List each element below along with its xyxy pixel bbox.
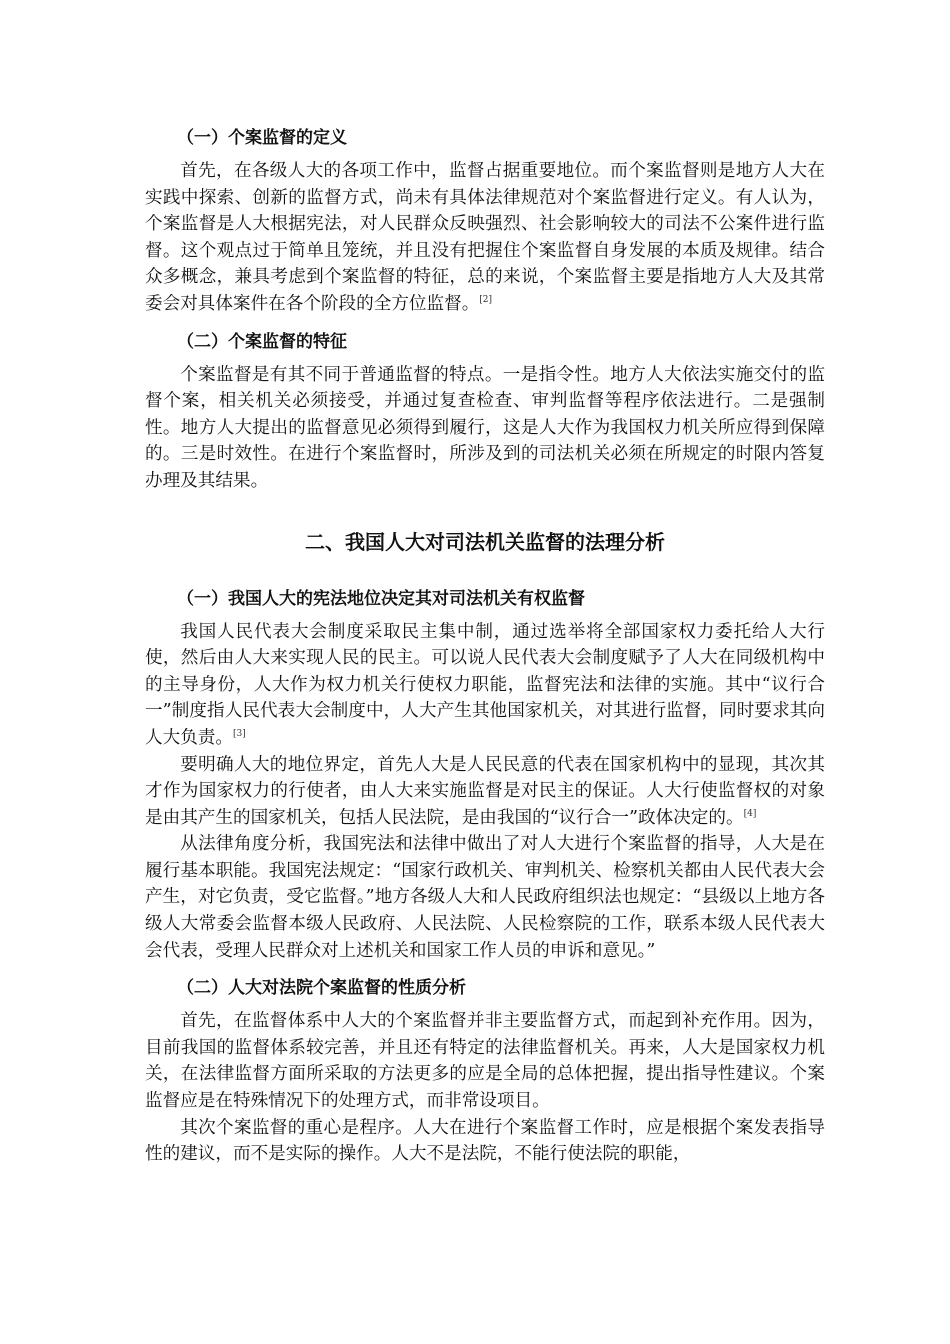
citation-3: [3] xyxy=(232,729,246,740)
citation-2: [2] xyxy=(479,295,493,306)
subheading-characteristics: （二）个案监督的特征 xyxy=(177,331,347,352)
citation-4: [4] xyxy=(743,808,757,819)
paragraph-people-congress-system: 我国人民代表大会制度采取民主集中制，通过选举将全部国家权力委托给人大行使，然后由人大来实现人民的民主。可以说人民代表大会制度赋予了人大在同级机构中的主导身份，人大作为权力机关行使权力职能，监督宪法和法律的实施。其中“议行合一”制度指人民代表大会制度中，人大产生其他国家机关，对其进行监督，同时要求其向人大负责。[3] xyxy=(145,621,825,748)
subheading-definition: （一）个案监督的定义 xyxy=(177,128,347,148)
paragraph-supplementary-role: 首先，在监督体系中人大的个案监督并非主要监督方式，而起到补充作用。因为，目前我国的监督体系较完善，并且还有特定的法律监督机关。再来，人大是国家权力机关，在法律监督方面所采取的方法更多的应是全局的总体把握，提出指导性建议。个案监督应是在特殊情况下的处理方式，而非常设项目。 xyxy=(145,1011,825,1112)
paragraph-procedure-focus: 其次个案监督的重心是程序。人大在进行个案监督工作时，应是根据个案发表指导性的建议，而不是实际的操作。人大不是法院，不能行使法院的职能， xyxy=(145,1117,825,1165)
document-body xyxy=(145,124,825,1168)
section-title: 二、我国人大对司法机关监督的法理分析 xyxy=(305,529,665,554)
paragraph-characteristics: 个案监督是有其不同于普通监督的特点。一是指令性。地方人大依法实施交付的监督个案，相关机关必须接受，并通过复查检查、审判监督等程序依法进行。二是强制性。地方人大提出的监督意见必须得到履行，这是人大作为我国权力机关所应得到保障的。三是时效性。在进行个案监督时，所涉及到的司法机关必须在所规定的时限内答复办理及其结果。 xyxy=(145,364,825,491)
paragraph-definition: 首先，在各级人大的各项工作中，监督占据重要地位。而个案监督则是地方人大在实践中探索、创新的监督方式，尚未有具体法律规范对个案监督进行定义。有人认为，个案监督是人大根据宪法，对人民群众反映强烈、社会影响较大的司法不公案件进行监督。这个观点过于简单且笼统，并且没有把握住个案监督自身发展的本质及规律。结合众多概念，兼具考虑到个案监督的特征，总的来说，个案监督主要是指地方人大及其常委会对具体案件在各个阶段的全方位监督。[2] xyxy=(145,161,825,314)
paragraph-status-definition: 要明确人大的地位界定，首先人大是人民民意的代表在国家机构中的显现，其次其才作为国家权力的行使者，由人大来实施监督是对民主的保证。人大行使监督权的对象是由其产生的国家机关，包括人民法院，是由我国的“议行合一”政体决定的。[4] xyxy=(145,754,825,828)
paragraph-legal-analysis: 从法律角度分析，我国宪法和法律中做出了对人大进行个案监督的指导，人大是在履行基本职能。我国宪法规定：“国家行政机关、审判机关、检察机关都由人民代表大会产生，对它负责，受它监督。”地方各级人大和人民政府组织法也规定：“县级以上地方各级人大常委会监督本级人民政府、人民法院、人民检察院的工作，联系本级人民代表大会代表，受理人民群众对上述机关和国家工作人员的申诉和意见。” xyxy=(145,834,825,961)
subheading-constitutional-status: （一）我国人大的宪法地位决定其对司法机关有权监督 xyxy=(177,588,585,609)
subheading-nature-analysis: （二）人大对法院个案监督的性质分析 xyxy=(177,978,466,999)
